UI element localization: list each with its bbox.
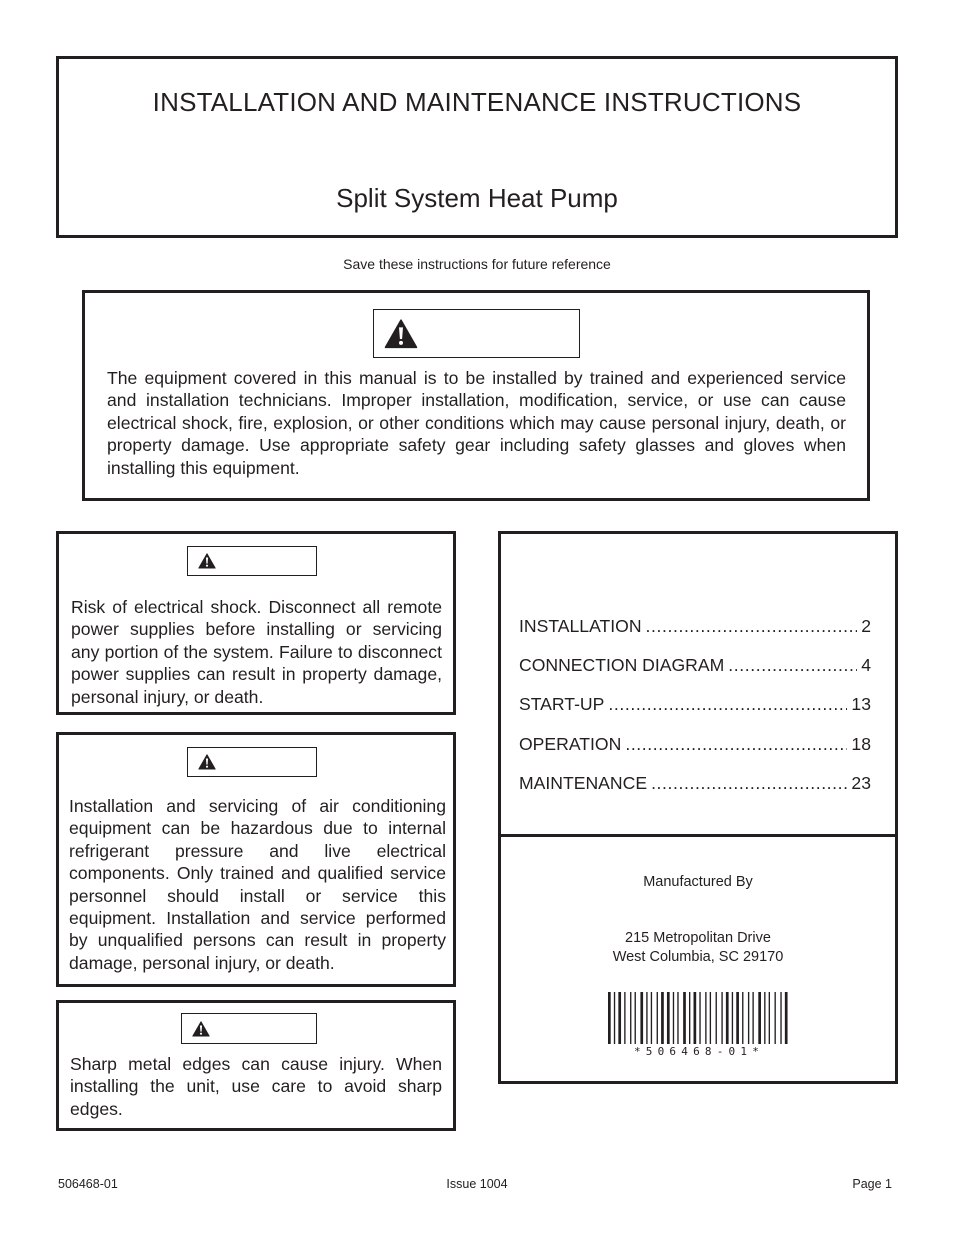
toc-leader-dots bbox=[728, 655, 857, 676]
sharp-edges-caution-box bbox=[56, 1000, 456, 1131]
warning-triangle-icon bbox=[198, 553, 216, 569]
toc-item-maintenance[interactable] bbox=[519, 773, 871, 794]
toc-item-connection-diagram[interactable] bbox=[519, 655, 871, 676]
warning-triangle-icon bbox=[192, 1021, 210, 1037]
main-warning-box bbox=[82, 290, 870, 501]
address-line-2: West Columbia, SC 29170 bbox=[612, 949, 784, 965]
toc-item-page: 18 bbox=[851, 734, 871, 754]
document-title: INSTALLATION AND MAINTENANCE INSTRUCTIONS bbox=[152, 87, 802, 117]
toc-item-label: CONNECTION DIAGRAM bbox=[519, 655, 725, 675]
toc-item-page: 13 bbox=[851, 694, 871, 714]
barcode-text: *506468-01* bbox=[633, 1045, 765, 1058]
toc-item-label: OPERATION bbox=[519, 734, 622, 754]
toc-leader-dots bbox=[608, 694, 847, 715]
toc-item-operation[interactable] bbox=[519, 734, 871, 755]
document-title-box bbox=[56, 56, 898, 238]
warning-signal-panel bbox=[187, 546, 317, 576]
toc-item-start-up[interactable] bbox=[519, 694, 871, 715]
refrigerant-pressure-warning-box bbox=[56, 732, 456, 987]
manufacturer-box bbox=[498, 834, 898, 1084]
address-line-1: 215 Metropolitan Drive bbox=[625, 930, 771, 946]
toc-item-label: INSTALLATION bbox=[519, 616, 642, 636]
toc-leader-dots bbox=[646, 616, 858, 637]
document-number: 506468-01 bbox=[58, 1177, 118, 1191]
toc-item-installation[interactable] bbox=[519, 616, 871, 637]
manufactured-by-label: Manufactured By bbox=[643, 874, 753, 890]
caution-signal-panel bbox=[181, 1013, 317, 1044]
toc-leader-dots bbox=[625, 734, 847, 755]
toc-item-label: START-UP bbox=[519, 694, 605, 714]
toc-item-page: 2 bbox=[861, 616, 871, 636]
main-warning-text: The equipment covered in this manual is to be installed by trained and experienced service and installation technicians. Improper installation, modification, service, or use can cause electrical shock, fire, explosion, or other conditions which may cause personal injury, death, or property damage. Use appropriate safety gear including safety glasses and gloves when installing this equipment. bbox=[107, 368, 846, 478]
toc-item-page: 23 bbox=[851, 773, 871, 793]
save-instructions-note: Save these instructions for future reference bbox=[343, 256, 611, 272]
toc-item-label: MAINTENANCE bbox=[519, 773, 648, 793]
toc-item-page: 4 bbox=[861, 655, 871, 675]
barcode bbox=[608, 992, 790, 1044]
toc-leader-dots bbox=[651, 773, 847, 794]
refrigerant-pressure-warning-text: Installation and servicing of air conditioning equipment can be hazardous due to internal refrigerant pressure and live electrical components. Only trained and qualified service personnel should install or service this equipment. Installation and service performed by unqualified persons can result in property damage, personal injury, or death. bbox=[69, 796, 446, 973]
warning-signal-panel bbox=[187, 747, 317, 777]
warning-signal-panel bbox=[373, 309, 580, 358]
issue-number: Issue 1004 bbox=[446, 1177, 508, 1191]
table-of-contents bbox=[498, 531, 898, 837]
electrical-shock-warning-text: Risk of electrical shock. Disconnect all remote power supplies before installing or servicing any portion of the system. Failure to disconnect power supplies can result in property damage, personal injury, or death. bbox=[71, 597, 442, 707]
electrical-shock-warning-box bbox=[56, 531, 456, 715]
warning-triangle-icon bbox=[384, 319, 418, 349]
document-subtitle: Split System Heat Pump bbox=[336, 183, 618, 213]
sharp-edges-caution-text: Sharp metal edges can cause injury. When installing the unit, use care to avoid sharp edges. bbox=[70, 1054, 442, 1119]
page-number: Page 1 bbox=[852, 1177, 892, 1191]
warning-triangle-icon bbox=[198, 754, 216, 770]
